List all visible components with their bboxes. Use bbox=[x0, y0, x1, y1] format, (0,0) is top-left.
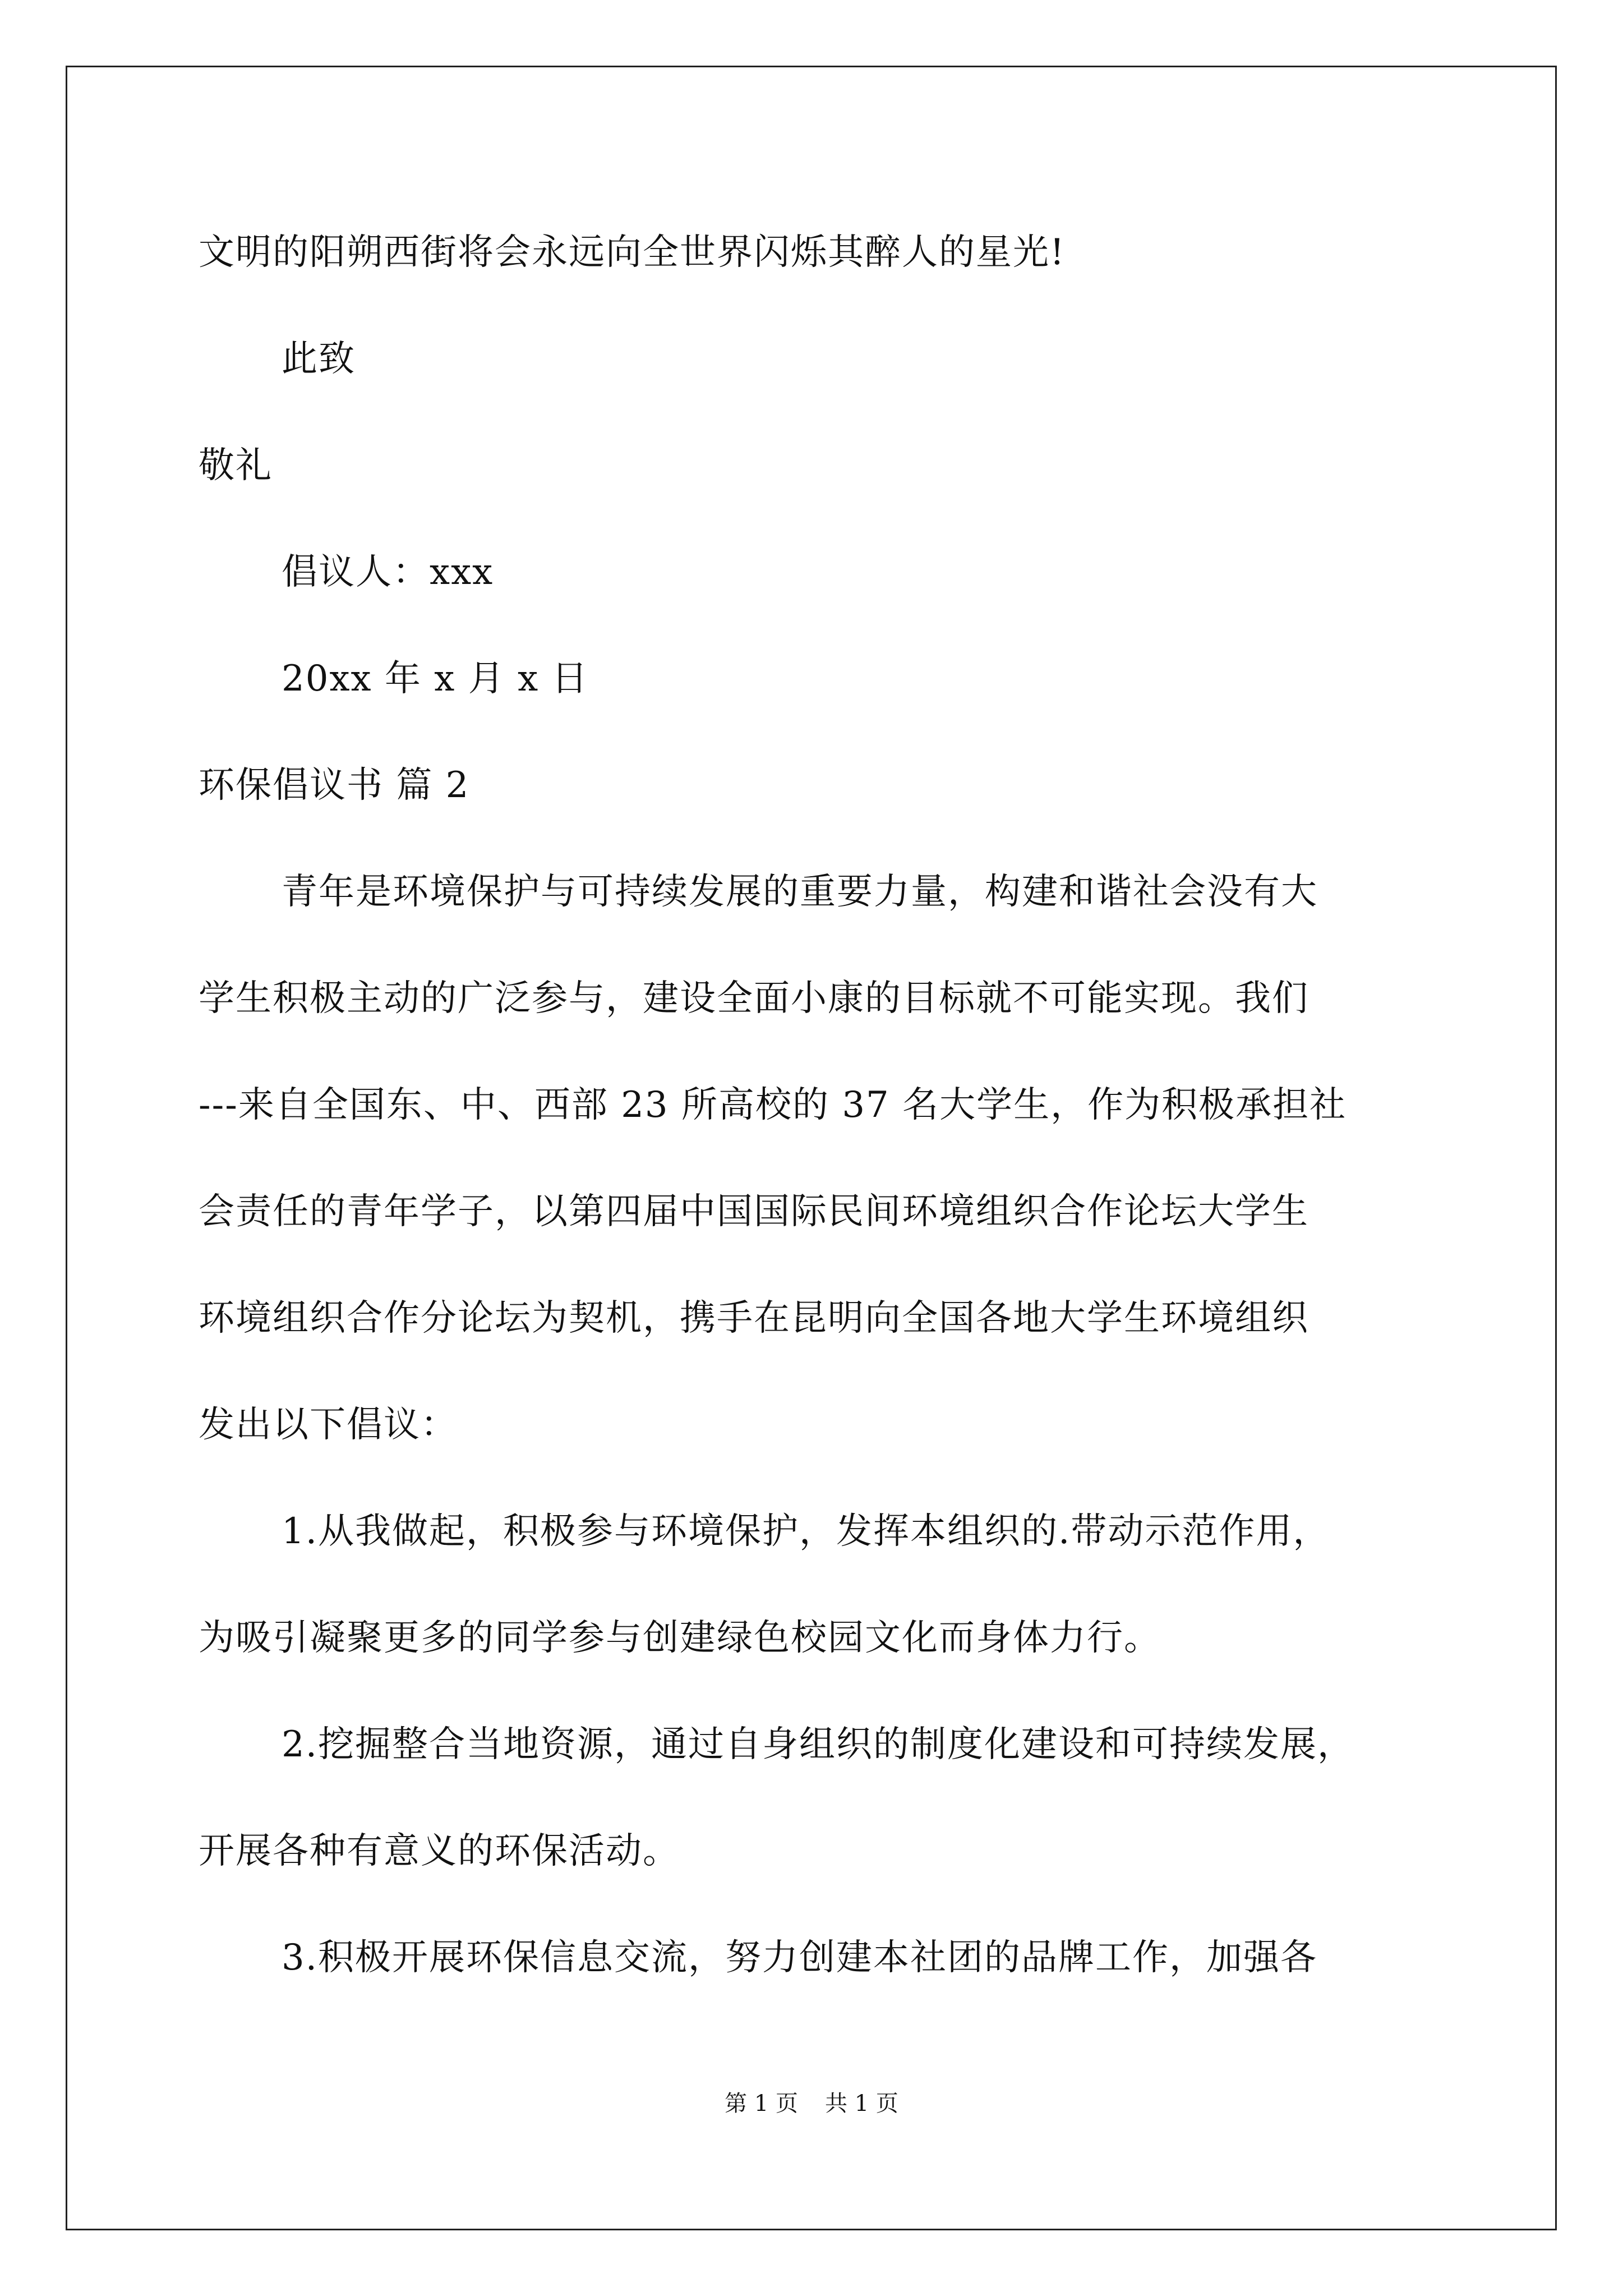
page-border bbox=[66, 66, 1557, 2230]
page-number: 第 1 页 bbox=[725, 2091, 798, 2116]
list-item-line: 开展各种有意义的环保活动。 bbox=[199, 1830, 680, 1872]
list-item-line: 为吸引凝聚更多的同学参与创建绿色校园文化而身体力行。 bbox=[199, 1617, 1161, 1659]
text-line-date: 20xx 年 x 月 x 日 bbox=[282, 658, 589, 700]
list-item-line: 1.从我做起，积极参与环境保护，发挥本组织的.带动示范作用， bbox=[282, 1511, 1330, 1552]
list-item-line: 2.挖掘整合当地资源，通过自身组织的制度化建设和可持续发展， bbox=[282, 1724, 1355, 1765]
page-footer bbox=[0, 2090, 1623, 2118]
list-item-line: 3.积极开展环保信息交流，努力创建本社团的品牌工作，加强各 bbox=[282, 1937, 1318, 1978]
text-line-salutation: 此致 bbox=[282, 338, 356, 380]
paragraph-line: 青年是环境保护与可持续发展的重要力量，构建和谐社会没有大 bbox=[282, 871, 1318, 913]
text-line-closing-sentence: 文明的阳朔西街将会永远向全世界闪烁其醉人的星光! bbox=[199, 232, 1066, 273]
text-line-initiator: 倡议人：xxx bbox=[282, 551, 494, 593]
page-total: 共 1 页 bbox=[825, 2091, 898, 2116]
paragraph-line: 发出以下倡议： bbox=[199, 1404, 458, 1446]
paragraph-line: 环境组织合作分论坛为契机，携手在昆明向全国各地大学生环境组织 bbox=[199, 1297, 1309, 1339]
paragraph-line: 学生积极主动的广泛参与，建设全面小康的目标就不可能实现。我们 bbox=[199, 978, 1309, 1019]
paragraph-line: 会责任的青年学子，以第四届中国国际民间环境组织合作论坛大学生 bbox=[199, 1191, 1309, 1232]
paragraph-line: ---来自全国东、中、西部 23 所高校的 37 名大学生，作为积极承担社 bbox=[199, 1084, 1347, 1126]
section-heading: 环保倡议书 篇 2 bbox=[199, 765, 470, 806]
text-line-regards: 敬礼 bbox=[199, 445, 273, 486]
